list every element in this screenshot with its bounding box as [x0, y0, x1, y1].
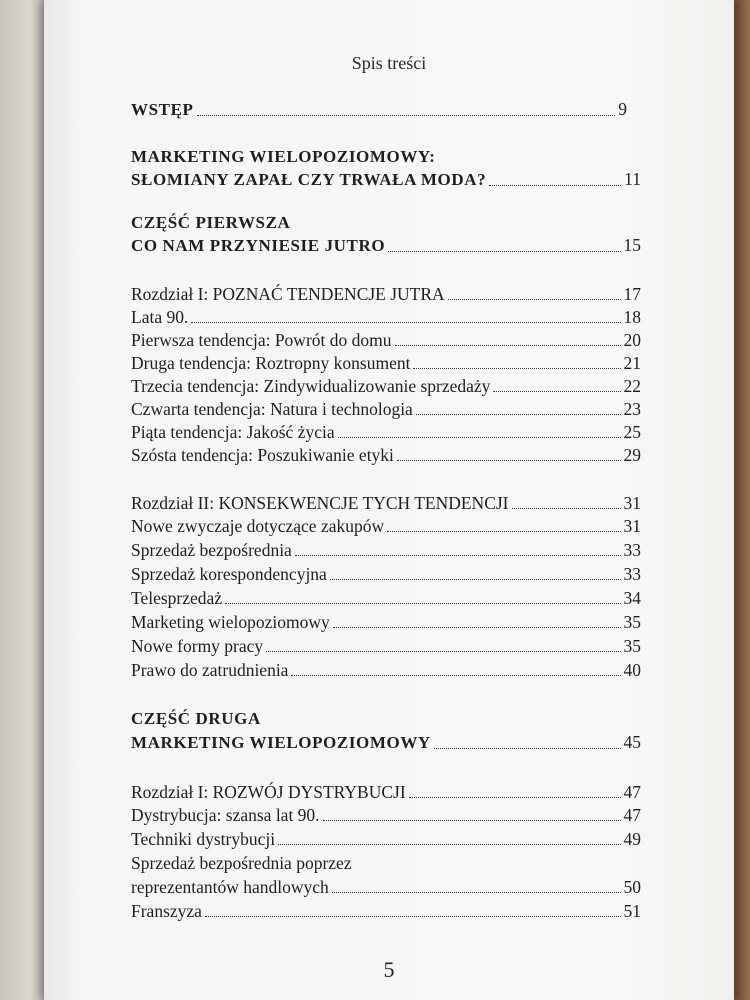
leader-dots	[409, 797, 621, 798]
toc-entry-ch1-5	[131, 398, 641, 420]
toc-entry-page: 33	[623, 540, 641, 560]
toc-entry-ch1-2	[131, 329, 641, 351]
book-page	[44, 0, 734, 1000]
toc-entry-ch2-6	[131, 635, 641, 657]
toc-entry-page: 47	[623, 782, 641, 802]
toc-entry-page: 45	[623, 732, 641, 752]
toc-entry-wstep	[131, 98, 641, 121]
toc-entry-title: Nowe formy pracy	[131, 636, 264, 656]
leader-dots	[266, 651, 620, 652]
toc-entry-title: Marketing wielopoziomowy	[131, 612, 330, 632]
toc-entry-page: 51	[623, 901, 641, 921]
toc-entry-title: Sprzedaż bezpośrednia	[131, 540, 292, 560]
toc-entry-page: 21	[623, 353, 641, 373]
toc-entry-page: 31	[623, 493, 641, 513]
toc-entry-title: Telesprzedaż	[131, 588, 223, 608]
toc-entry-title: WSTĘP	[131, 100, 194, 119]
toc-entry-page: 40	[623, 660, 641, 680]
toc-entry-ch3-2	[131, 828, 641, 850]
toc-entry-page: 9	[618, 99, 627, 119]
running-head: Spis treści	[351, 53, 427, 73]
toc-entry-ch2-1	[131, 515, 641, 537]
toc-entry-title: Sprzedaż korespondencyjna	[131, 564, 327, 584]
toc-entry-direct-sales	[131, 876, 641, 898]
leader-dots	[338, 437, 621, 438]
leader-dots	[330, 579, 621, 580]
toc-entry-title: Trzecia tendencja: Zindywidualizowanie sprzedaży	[131, 376, 491, 396]
page-number: 5	[383, 957, 395, 982]
toc-entry-ch2-7	[131, 659, 641, 681]
leader-dots	[397, 460, 621, 461]
toc-entry-ch3-0	[131, 781, 641, 803]
toc-entry-ch3-1	[131, 804, 641, 826]
leader-dots	[332, 892, 621, 893]
leader-dots	[416, 414, 621, 415]
leader-dots	[413, 368, 620, 369]
leader-dots	[388, 251, 620, 252]
leader-dots	[489, 185, 621, 186]
toc-entry-ch1-1	[131, 306, 641, 328]
toc-entry-page: 35	[623, 612, 641, 632]
toc-entry-page: 33	[623, 564, 641, 584]
toc-entry-page: 34	[623, 588, 641, 608]
toc-entry-title: CO NAM PRZYNIESIE JUTRO	[131, 236, 386, 255]
toc-entry-part1	[131, 234, 641, 257]
toc-entry-title: Lata 90.	[131, 307, 189, 327]
leader-dots	[333, 627, 621, 628]
leader-dots	[197, 115, 616, 116]
leader-dots	[512, 508, 621, 509]
toc-entry-ch1-7	[131, 444, 641, 466]
toc-entry-title: Druga tendencja: Roztropny konsument	[131, 353, 411, 373]
toc-entry-part2	[131, 731, 641, 754]
toc-entry-ch2-2	[131, 539, 641, 561]
toc-entry-title: Rozdział I: POZNAĆ TENDENCJE JUTRA	[131, 284, 445, 304]
leader-dots	[278, 844, 620, 845]
part-heading-line: CZĘŚĆ PIERWSZA	[131, 213, 291, 232]
toc-entry-ch2-5	[131, 611, 641, 633]
toc-entry-title: Prawo do zatrudnienia	[131, 660, 289, 680]
toc-entry-line: Sprzedaż bezpośrednia poprzez	[131, 853, 352, 873]
toc-entry-page: 49	[623, 829, 641, 849]
leader-dots	[493, 391, 620, 392]
toc-entry-franchise	[131, 900, 641, 922]
toc-entry-title: Techniki dystrybucji	[131, 829, 276, 849]
leader-dots	[387, 531, 620, 532]
toc-entry-title: Nowe zwyczaje dotyczące zakupów	[131, 516, 385, 536]
leader-dots	[448, 299, 621, 300]
leader-dots	[225, 603, 620, 604]
toc-entry-page: 20	[623, 330, 641, 350]
leader-dots	[191, 322, 620, 323]
toc-entry-page: 18	[623, 307, 641, 327]
toc-entry-title: Czwarta tendencja: Natura i technologia	[131, 399, 413, 419]
toc-entry-ch1-3	[131, 352, 641, 374]
toc-entry-page: 22	[623, 376, 641, 396]
toc-entry-mlm	[131, 168, 641, 191]
leader-dots	[434, 748, 621, 749]
toc-entry-page: 17	[623, 284, 641, 304]
toc-entry-page: 47	[623, 805, 641, 825]
toc-entry-title: Szósta tendencja: Poszukiwanie etyki	[131, 445, 394, 465]
part-heading-line: CZĘŚĆ DRUGA	[131, 709, 261, 728]
toc-entry-ch2-3	[131, 563, 641, 585]
toc-entry-title: MARKETING WIELOPOZIOMOWY	[131, 733, 431, 752]
toc-entry-page: 50	[623, 877, 641, 897]
toc-entry-title: Pierwsza tendencja: Powrót do domu	[131, 330, 392, 350]
toc-entry-page: 11	[624, 169, 641, 189]
toc-entry-page: 15	[623, 235, 641, 255]
toc-entry-ch1-6	[131, 421, 641, 443]
toc-entry-title: Rozdział I: ROZWÓJ DYSTRYBUCJI	[131, 782, 406, 802]
toc-entry-page: 23	[623, 399, 641, 419]
toc-entry-page: 29	[623, 445, 641, 465]
toc-entry-page: 35	[623, 636, 641, 656]
leader-dots	[291, 675, 620, 676]
toc-entry-ch2-4	[131, 587, 641, 609]
toc-heading-line: MARKETING WIELOPOZIOMOWY:	[131, 147, 436, 166]
leader-dots	[295, 555, 621, 556]
toc-entry-title: Franszyza	[131, 901, 202, 921]
toc-entry-title: Dystrybucja: szansa lat 90.	[131, 805, 320, 825]
leader-dots	[205, 916, 621, 917]
toc-entry-title: reprezentantów handlowych	[131, 877, 329, 897]
toc-entry-title: SŁOMIANY ZAPAŁ CZY TRWAŁA MODA?	[131, 170, 487, 189]
toc-entry-ch1-4	[131, 375, 641, 397]
toc-entry-ch2-0	[131, 492, 641, 514]
toc-entry-ch1-0	[131, 283, 641, 305]
toc-entry-title: Piąta tendencja: Jakość życia	[131, 422, 335, 442]
toc-entry-title: Rozdział II: KONSEKWENCJE TYCH TENDENCJI	[131, 493, 509, 513]
leader-dots	[323, 820, 621, 821]
leader-dots	[395, 345, 621, 346]
toc-entry-page: 31	[623, 516, 641, 536]
toc-entry-page: 25	[623, 422, 641, 442]
